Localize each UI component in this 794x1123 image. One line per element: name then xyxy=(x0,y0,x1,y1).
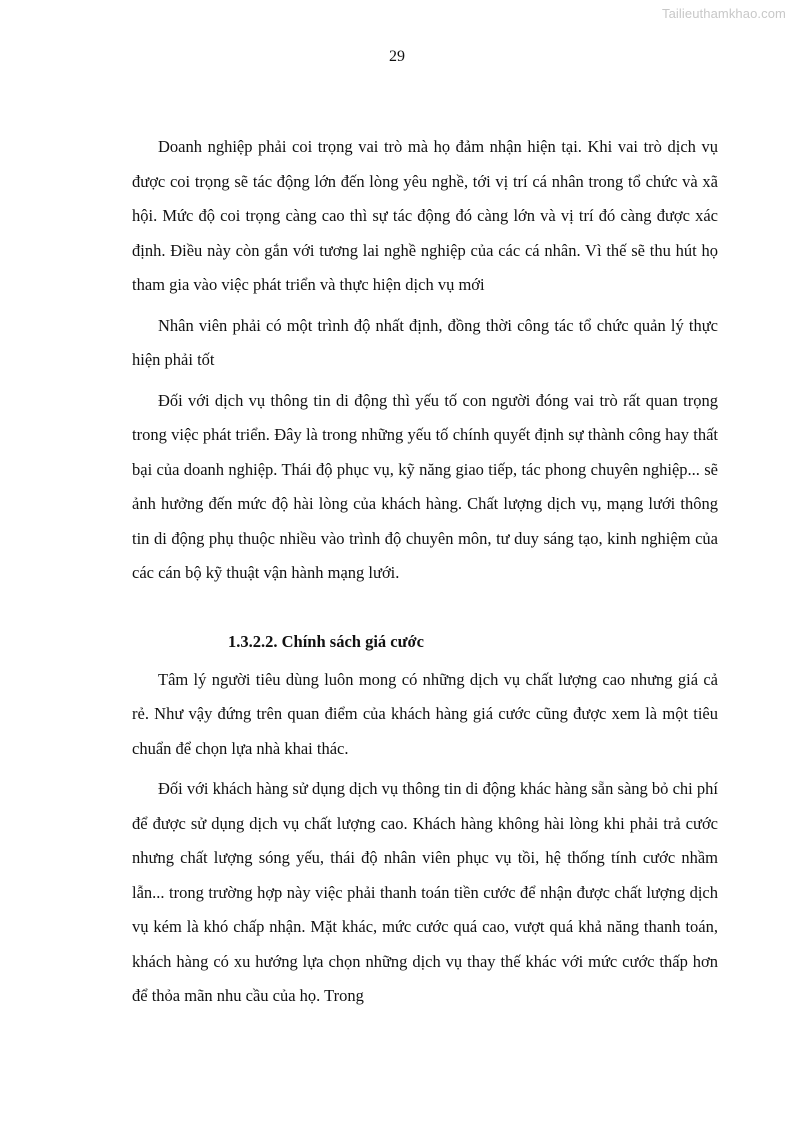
document-body xyxy=(132,130,718,1020)
paragraph-staff-qualification: Nhân viên phải có một trình độ nhất định, đồng thời công tác tổ chức quản lý thực hiện phải tốt xyxy=(132,315,718,369)
paragraph-consumer-psychology: Tâm lý người tiêu dùng luôn mong có những dịch vụ chất lượng cao nhưng giá cả rẻ. Như vậy đứng trên quan điểm của khách hàng giá cước cũng được xem là một tiêu chuẩn để chọn lựa nhà khai thác. xyxy=(132,669,718,758)
paragraph-human-factor: Đối với dịch vụ thông tin di động thì yếu tố con người đóng vai trò rất quan trọng trong việc phát triển. Đây là trong những yếu tố chính quyết định sự thành công hay thất bại của doanh nghiệp. Thái độ phục vụ, kỹ năng giao tiếp, tác phong chuyên nghiệp... sẽ ảnh hưởng đến mức độ hài lòng của khách hàng. Chất lượng dịch vụ, mạng lưới thông tin di động phụ thuộc nhiều vào trình độ chuyên môn, tư duy sáng tạo, kinh nghiệm của các cán bộ kỹ thuật vận hành mạng lưới. xyxy=(132,390,718,582)
paragraph-role-importance: Doanh nghiệp phải coi trọng vai trò mà họ đảm nhận hiện tại. Khi vai trò dịch vụ được coi trọng sẽ tác động lớn đến lòng yêu nghề, tới vị trí cá nhân trong tổ chức và xã hội. Mức độ coi trọng càng cao thì sự tác động đó càng lớn và vị trí đó càng được xác định. Điều này còn gắn với tương lai nghề nghiệp của các cá nhân. Vì thế sẽ thu hút họ tham gia vào việc phát triển và thực hiện dịch vụ mới xyxy=(132,137,718,294)
page-number: 29 xyxy=(389,48,405,65)
paragraph-customer-pricing: Đối với khách hàng sử dụng dịch vụ thông tin di động khác hàng sẵn sàng bỏ chi phí để được sử dụng dịch vụ chất lượng cao. Khách hàng không hài lòng khi phải trả cước nhưng chất lượng sóng yếu, thái độ nhân viên phục vụ tồi, hệ thống tính cước nhầm lẫn... trong trường hợp này việc phải thanh toán tiền cước để nhận được chất lượng dịch vụ kém là khó chấp nhận. Mặt khác, mức cước quá cao, vượt quá khả năng thanh toán, khách hàng có xu hướng lựa chọn những dịch vụ thay thế khác với mức cước thấp hơn để thỏa mãn nhu cầu của họ. Trong xyxy=(132,779,718,1005)
watermark-text: Tailieuthamkhao.com xyxy=(661,6,786,21)
section-heading: 1.3.2.2. Chính sách giá cước xyxy=(228,631,424,651)
